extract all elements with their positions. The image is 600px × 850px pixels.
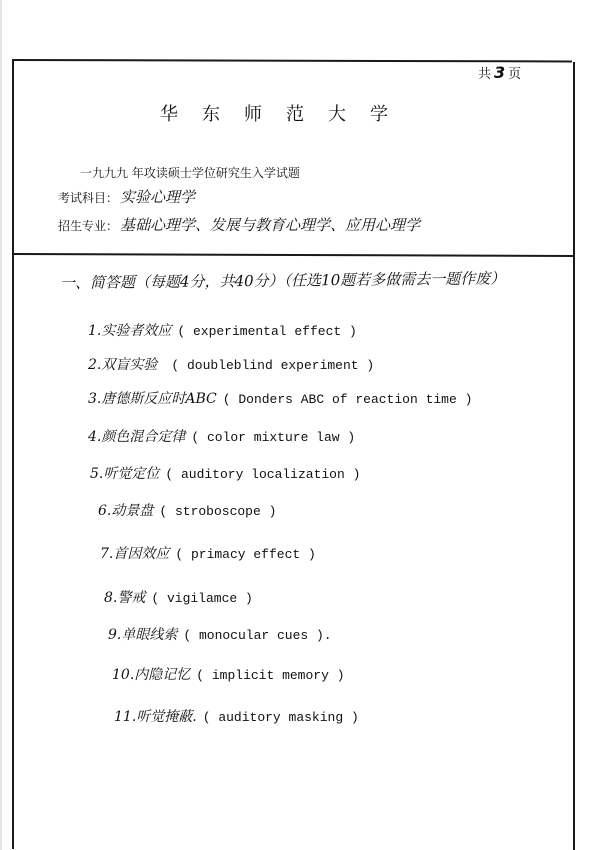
section-heading: 一、简答题（每题4分，共40分）（任选10题若多做需去一题作废）: [59, 269, 506, 292]
question-term-cn: 8.警戒: [104, 590, 146, 606]
question-term-en: ( experimental effect ): [177, 324, 357, 339]
major-row: [58, 214, 420, 235]
question-item: [88, 354, 374, 374]
question-term-en: ( color mixture law ): [191, 430, 356, 445]
question-term-en: ( Donders ABC of reaction time ): [222, 392, 473, 407]
question-term-en: ( auditory localization ): [165, 467, 361, 482]
page-count-number: 3: [494, 63, 506, 82]
exam-subject-row: [58, 186, 195, 207]
question-term-en: ( doubleblind experiment ): [171, 358, 375, 373]
question-item: [100, 543, 316, 563]
question-term-en: ( monocular cues ).: [183, 628, 332, 643]
question-term-cn: 1.实验者效应: [88, 323, 172, 339]
question-term-cn: 10.内隐记忆: [112, 667, 191, 683]
page-count-prefix: 共: [478, 67, 492, 82]
question-item: [108, 624, 332, 644]
question-term-cn: 11.听觉掩蔽.: [114, 709, 197, 725]
question-item: [98, 500, 276, 520]
question-item: [114, 706, 359, 726]
question-item: [104, 587, 253, 607]
page-count-suffix: 页: [508, 67, 522, 82]
question-item: [88, 426, 355, 446]
question-item: [112, 664, 345, 684]
subject-value: 实验心理学: [120, 188, 196, 206]
page-count: [478, 63, 521, 82]
question-term-cn: 5.听觉定位: [90, 466, 160, 482]
question-term-en: ( vigilamce ): [151, 591, 253, 606]
major-label: 招生专业：: [58, 219, 119, 233]
university-name: 华东师范大学: [160, 104, 412, 125]
frame-right-border: [573, 62, 575, 850]
question-term-en: ( primacy effect ): [175, 547, 316, 562]
question-term-en: ( auditory masking ): [202, 710, 359, 725]
question-term-cn: 6.动景盘: [98, 503, 154, 519]
major-value: 基础心理学、发展与教育心理学、应用心理学: [120, 216, 421, 234]
question-term-cn: 7.首因效应: [100, 546, 170, 562]
question-item: [90, 463, 360, 483]
exam-title: 一九九九 年攻读硕士学位研究生入学试题: [80, 166, 300, 180]
frame-left-border: [12, 59, 14, 849]
question-term-en: ( stroboscope ): [159, 504, 277, 519]
question-item: [88, 388, 472, 408]
question-item: [88, 320, 357, 340]
question-term-cn: 3.唐德斯反应时ABC: [88, 391, 217, 407]
question-term-cn: 2.双盲实验: [88, 357, 158, 373]
subject-label: 考试科目：: [58, 191, 119, 205]
question-term-cn: 9.单眼线索: [108, 627, 178, 643]
question-term-en: ( implicit memory ): [196, 668, 345, 683]
question-term-cn: 4.颜色混合定律: [88, 429, 186, 445]
